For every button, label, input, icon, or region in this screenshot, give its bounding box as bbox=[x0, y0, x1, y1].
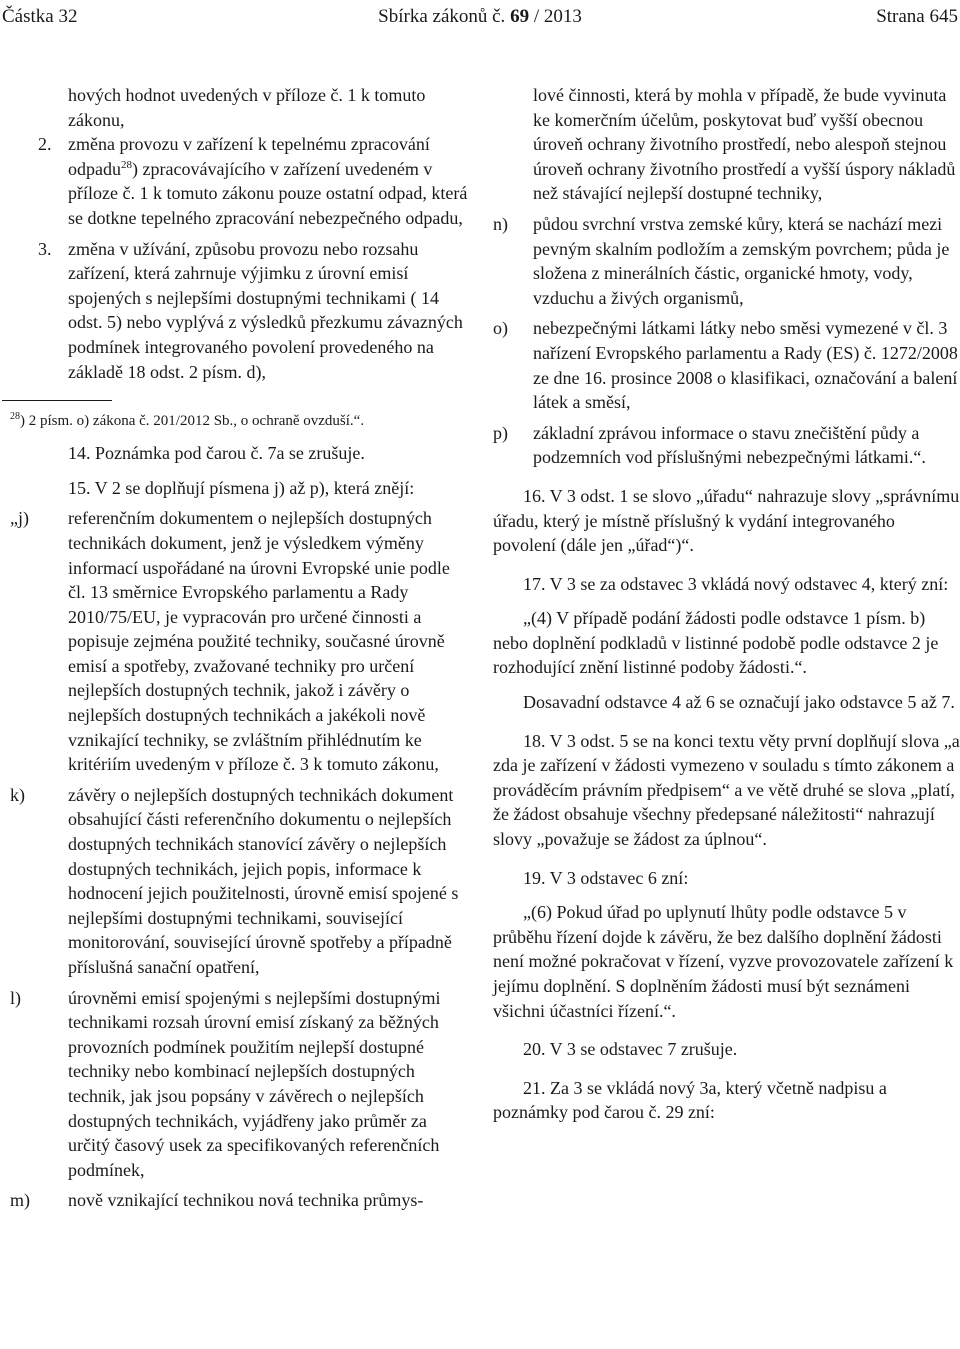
right-column bbox=[493, 83, 960, 1125]
item-text: nebezpečnými látkami látky nebo směsi vymezené v čl. 3 nařízení Evropského parlamentu a Rady (ES) č. 1272/2008 ze dne 16. prosince 2008 o klasifikaci, označování a balení látek a směsí, bbox=[533, 318, 958, 413]
left-column bbox=[10, 83, 468, 1213]
paragraph: 20. V 3 se odstavec 7 zrušuje. bbox=[523, 1039, 738, 1060]
item-text: půdou svrchní vrstva zemské kůry, která se nachází mezi pevným skalním podložím a zemským povrchem; půda je složena z minerálních částic, organické hmoty, vody, vzduchu a živých organismů, bbox=[533, 213, 950, 308]
quoted-paragraph: „(4) V případě podání žádosti podle odstavce 1 písm. b) nebo doplnění podkladů v listinné podobě podle odstavce 2 je rozhodující znění listinné podoby žádosti.“. bbox=[493, 608, 939, 678]
paragraph: Dosavadní odstavce 4 až 6 se označují jako odstavce 5 až 7. bbox=[523, 692, 955, 713]
item-label: n) bbox=[493, 213, 508, 234]
header-year: / 2013 bbox=[533, 6, 582, 27]
item-text: závěry o nejlepších dostupných technikách dokument obsahující části referenčního dokumentu o nejlepších dostupných technikách stanovící závěry o nejlepších dostupných technikách, jejich popis, informace k hodnocení jejich použitelnosti, úrovně emisí spojené s nejlepšími dostupnými technikami, související monitorování, související úrovně spotřeby a případně příslušná sanační opatření, bbox=[68, 784, 459, 977]
paragraph: 18. V 3 odst. 5 se na konci textu věty první doplňují slova „a zda je zařízení v žádosti vymezeno v souladu s tímto zákonem a prováděcím právním předpisem“ a ve větě druhé se slova „platí, že žádost obsahuje všechny předepsané náležitosti“ nahrazují slovy „považuje se žádost za úplnou“. bbox=[493, 730, 960, 850]
definition-item bbox=[10, 986, 468, 1183]
list-item bbox=[10, 132, 468, 230]
quoted-paragraph: „(6) Pokud úřad po uplynutí lhůty podle odstavce 5 v průběhu řízení dojde k závěru, že bez dalšího doplnění žádosti není možné pokračovat v řízení, vyzve provozovatele zařízení k jejímu doplnění. S doplněním žádosti musí být seznámeni všichni účastníci řízení.“. bbox=[493, 902, 954, 1021]
paragraph: 19. V 3 odstavec 6 zní: bbox=[523, 867, 689, 888]
item-text: změna provozu v zařízení k tepelnému zpracování odpadu bbox=[68, 134, 430, 179]
item-label: 2. bbox=[38, 134, 52, 155]
footnote-number: 28 bbox=[10, 411, 20, 423]
continued-text: hových hodnot uvedených v příloze č. 1 k tomuto zákonu, bbox=[68, 85, 426, 130]
item-text: základní zprávou informace o stavu znečištění půdy a podzemních vod příslušnými nebezpečnými látkami.“. bbox=[533, 422, 926, 468]
paragraph: 15. V 2 se doplňují písmena j) až p), která znějí: bbox=[68, 477, 415, 498]
item-text: referenčním dokumentem o nejlepších dostupných technikách dokument, jenž je výsledkem výměny informací uspořádané na úrovni Evropské unie podle čl. 13 směrnice Evropského parlamentu a Rady 2010/75/EU, je vypracován pro určené činnosti a popisuje zejména použité techniky, současné úrovně emisí a spotřeby, zvažované techniky pro určení nejlepších dostupných technik, jakož i závěry o nejlepších dostupných technikách a jakékoli nově vznikající techniky, se zvláštním přihlédnutím ke kritériím uvedeným v příloze č. 3 k tomuto zákonu, bbox=[68, 508, 450, 775]
definition-item bbox=[493, 421, 960, 470]
footnote-divider bbox=[2, 400, 112, 401]
item-text: změna v užívání, způsobu provozu nebo rozsahu zařízení, která zahrnuje výjimku z úrovní emisí spojených s nejlepšími dostupnými technikami ( 14 odst. 5) nebo vyplývá z výsledků přezkumu závazných podmínek integrovaného povolení provedeného na základě 18 odst. 2 písm. d), bbox=[68, 238, 463, 382]
header-title-prefix: Sbírka zákonů č. bbox=[378, 6, 506, 27]
paragraph: 21. Za 3 se vkládá nový 3a, který včetně nadpisu a poznámky pod čarou č. 29 zní: bbox=[493, 1077, 887, 1123]
item-label: „j) bbox=[10, 508, 29, 529]
footnote-ref: 28 bbox=[121, 158, 132, 171]
header-page: Strana 645 bbox=[876, 6, 958, 27]
item-text: ) zpracovávajícího v zařízení uvedeném v příloze č. 1 k tomuto zákonu pouze ostatní odpad, která se dotkne tepelného zpracování nebezpečného odpadu, bbox=[68, 158, 468, 228]
header-part: Částka 32 bbox=[2, 6, 78, 27]
item-label: k) bbox=[10, 784, 25, 805]
footnote-text: ) 2 písm. o) zákona č. 201/2012 Sb., o ochraně ovzduší.“. bbox=[20, 413, 365, 430]
definition-item bbox=[10, 783, 468, 980]
paragraph: 17. V 3 se za odstavec 3 vkládá nový odstavec 4, který zní: bbox=[523, 573, 949, 594]
continued-text: lové činnosti, která by mohla v případě, že bude vyvinuta ke komerčním účelům, poskytovat buď vyšší obecnou úroveň ochrany životního prostředí, nebo alespoň stejnou úroveň ochrany životního prostředí a vyšší úspory nákladů než stávající nejlepší dostupné techniky, bbox=[533, 85, 956, 204]
definition-item bbox=[493, 316, 960, 414]
definition-item bbox=[10, 506, 468, 777]
paragraph: 14. Poznámka pod čarou č. 7a se zrušuje. bbox=[68, 443, 365, 464]
list-item bbox=[10, 237, 468, 385]
header-title bbox=[0, 6, 960, 28]
item-label: p) bbox=[493, 422, 508, 443]
item-label: l) bbox=[10, 987, 21, 1008]
definition-item bbox=[493, 212, 960, 310]
paragraph: 16. V 3 odst. 1 se slovo „úřadu“ nahrazuje slovy „správnímu úřadu, který je místně příslušný k vydání integrovaného povolení (dále jen „úřad“)“. bbox=[493, 485, 960, 556]
footnote bbox=[10, 411, 468, 431]
item-text: nově vznikající technikou nová technika průmys- bbox=[68, 1190, 424, 1211]
item-label: m) bbox=[10, 1190, 30, 1211]
item-label: o) bbox=[493, 318, 508, 339]
item-text: úrovněmi emisí spojenými s nejlepšími dostupnými technikami rozsah úrovní emisí získaný za běžných provozních podmínek použitím nejlepší dostupné techniky nebo kombinací nejlepších dostupných technik, jak jsou popsány v závěrech o nejlepších dostupných technikách, vyjádřeny jako průměr za určitý časový usek za specifikovaných referenčních podmínek, bbox=[68, 987, 441, 1180]
definition-item bbox=[10, 1188, 468, 1213]
header-number: 69 bbox=[510, 6, 530, 27]
page-header bbox=[0, 6, 960, 36]
item-label: 3. bbox=[38, 238, 52, 259]
